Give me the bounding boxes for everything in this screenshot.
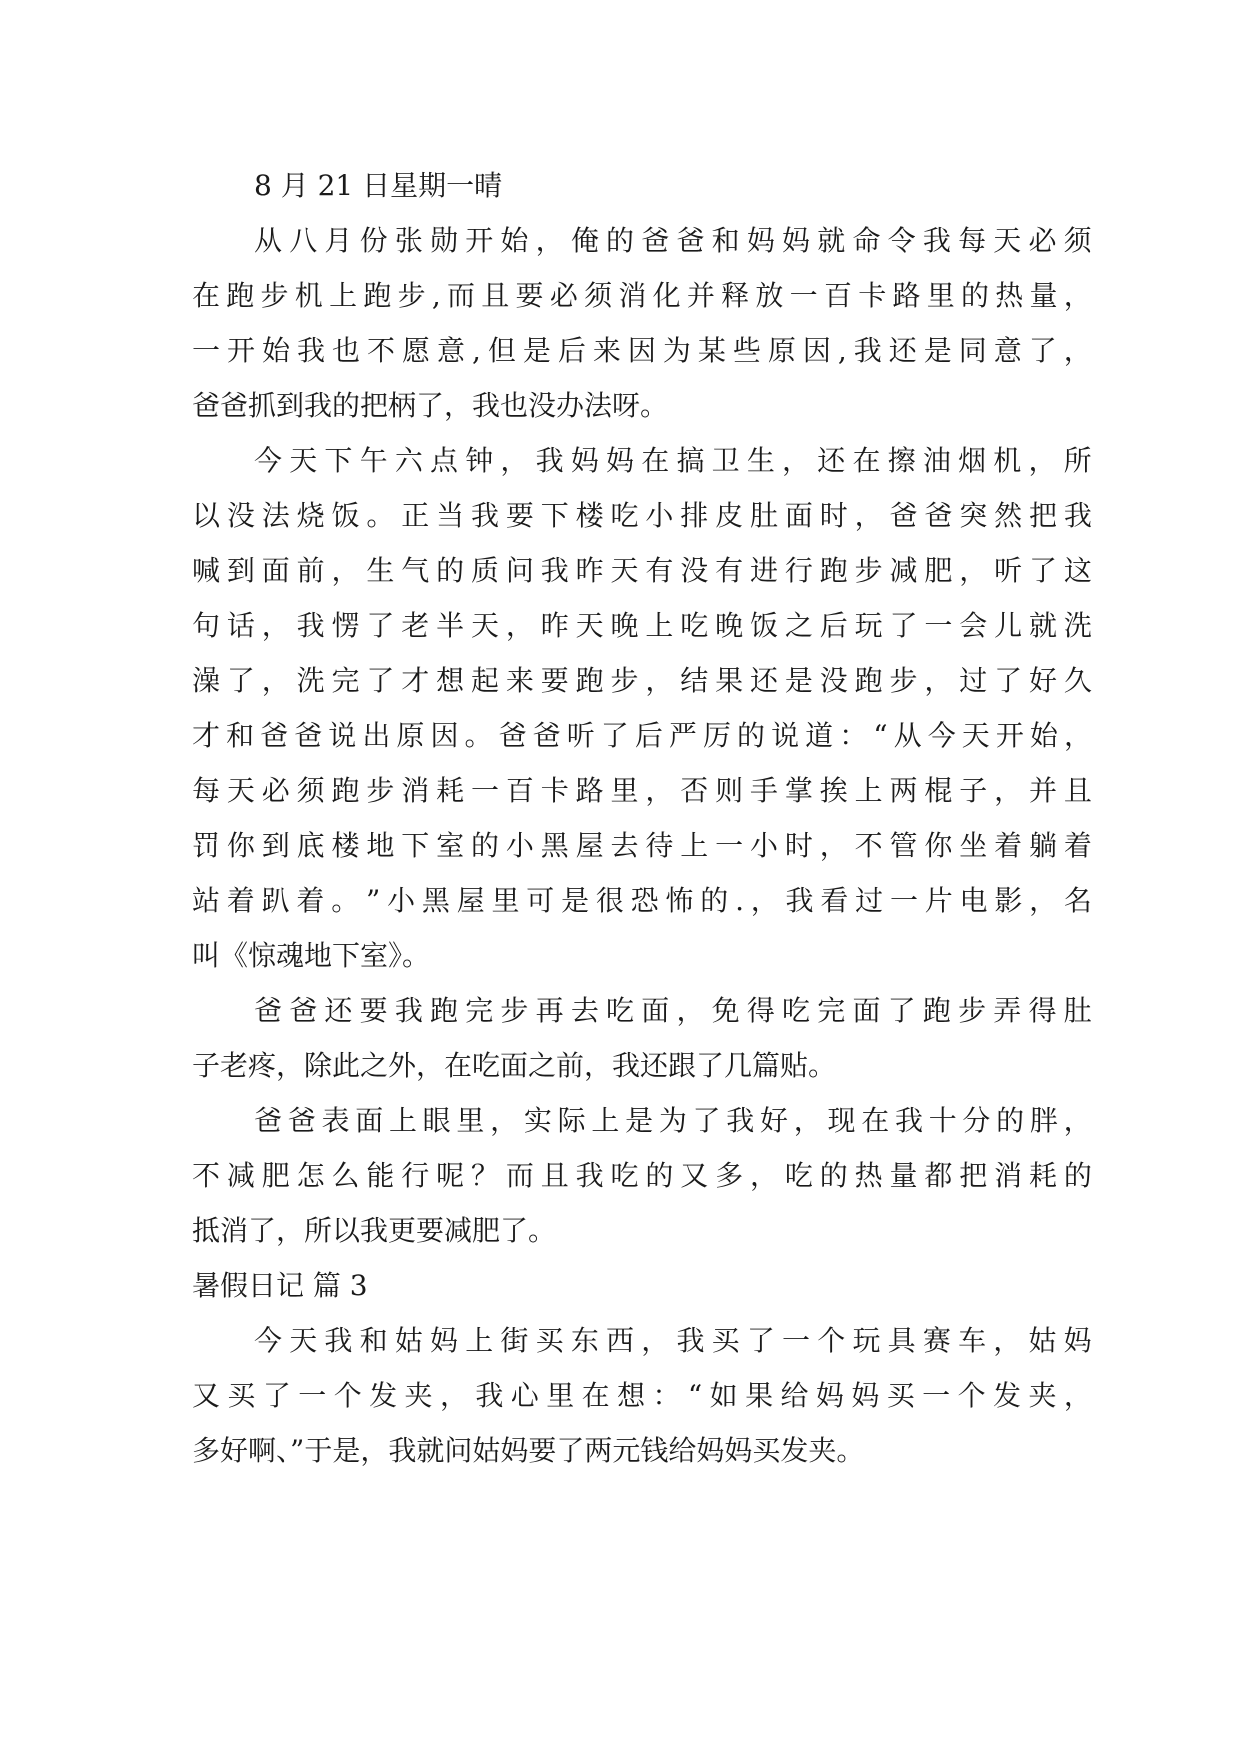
text-line [192,1148,1092,1203]
text-line-content: 每 天 必 须 跑 步 消 耗 一 百 卡 路 里 ， 否 则 手 掌 挨 上 两 棍 子 ， 并 且 [192,774,1092,807]
text-line-content: 爸 爸 还 要 我 跑 完 步 再 去 吃 面 ， 免 得 吃 完 面 了 跑 步 弄 得 肚 [254,994,1092,1027]
text-line-content: 叫《惊魂地下室》。 [192,939,431,972]
text-line [192,488,1092,543]
text-line-content: 今 天 下 午 六 点 钟 ， 我 妈 妈 在 搞 卫 生 ， 还 在 擦 油 烟 机 ， 所 [254,444,1092,477]
diary-text [192,158,1092,1478]
text-line [192,1368,1092,1423]
text-line-content: 从 八 月 份 张 勋 开 始 ， 俺 的 爸 爸 和 妈 妈 就 命 令 我 每 天 必 须 [254,224,1092,257]
text-line [192,268,1092,323]
text-line [192,1038,1092,1093]
text-line [192,323,1092,378]
text-line-content: 暑假日记 篇 3 [192,1269,368,1302]
text-line-content: 罚 你 到 底 楼 地 下 室 的 小 黑 屋 去 待 上 一 小 时 ， 不 管 你 坐 着 躺 着 [192,829,1092,862]
text-line-content: 喊 到 面 前 ， 生 气 的 质 问 我 昨 天 有 没 有 进 行 跑 步 减 肥 ， 听 了 这 [192,554,1092,587]
text-line [192,1423,1092,1478]
text-line [192,1203,1092,1258]
text-line-content: 不 减 肥 怎 么 能 行 呢 ？ 而 且 我 吃 的 又 多 ， 吃 的 热 量 都 把 消 耗 的 [192,1159,1092,1192]
text-line-content: 抵消了，所以我更要减肥了。 [192,1214,557,1247]
text-line-content: 一 开 始 我 也 不 愿 意 , 但 是 后 来 因 为 某 些 原 因 , 我 还 是 同 意 了 ， [192,334,1092,367]
text-line [192,928,1092,983]
text-line-content: 多好啊、”于是，我就问姑妈要了两元钱给妈妈买发夹。 [192,1434,865,1467]
text-line-content: 又 买 了 一 个 发 夹 ， 我 心 里 在 想 ： “ 如 果 给 妈 妈 买 一 个 发 夹 ， [192,1379,1092,1412]
text-line [192,763,1092,818]
text-line [192,818,1092,873]
text-line-content: 在 跑 步 机 上 跑 步 , 而 且 要 必 须 消 化 并 释 放 一 百 卡 路 里 的 热 量 ， [192,279,1092,312]
text-line [192,708,1092,763]
text-line-content: 今 天 我 和 姑 妈 上 街 买 东 西 ， 我 买 了 一 个 玩 具 赛 车 ， 姑 妈 [254,1324,1092,1357]
text-line-content: 以 没 法 烧 饭 。 正 当 我 要 下 楼 吃 小 排 皮 肚 面 时 ， 爸 爸 突 然 把 我 [192,499,1092,532]
text-line-content: 句 话 ， 我 愣 了 老 半 天 ， 昨 天 晚 上 吃 晚 饭 之 后 玩 了 一 会 儿 就 洗 [192,609,1092,642]
text-line [192,433,1092,488]
text-line [192,213,1092,268]
text-line-content: 爸 爸 表 面 上 眼 里 ， 实 际 上 是 为 了 我 好 ， 现 在 我 十 分 的 胖 ， [254,1104,1092,1137]
text-line [192,543,1092,598]
text-line [192,653,1092,708]
text-line-content: 才 和 爸 爸 说 出 原 因 。 爸 爸 听 了 后 严 厉 的 说 道 ： “ 从 今 天 开 始 ， [192,719,1092,752]
text-line [192,873,1092,928]
text-line [192,378,1092,433]
text-line [192,1093,1092,1148]
section-heading [192,1258,1092,1313]
text-line-content: 澡 了 ， 洗 完 了 才 想 起 来 要 跑 步 ， 结 果 还 是 没 跑 步 ， 过 了 好 久 [192,664,1092,697]
text-line-content: 站 着 趴 着 。 ” 小 黑 屋 里 可 是 很 恐 怖 的 . ， 我 看 过 一 片 电 影 ， 名 [192,884,1092,917]
text-line-content: 爸爸抓到我的把柄了，我也没办法呀。 [192,389,669,422]
text-line [192,1313,1092,1368]
text-line-content: 8 月 21 日星期一晴 [254,169,503,202]
text-line [192,598,1092,653]
text-line-content: 子老疼，除此之外，在吃面之前，我还跟了几篇贴。 [192,1049,837,1082]
text-line [192,158,1092,213]
text-line [192,983,1092,1038]
